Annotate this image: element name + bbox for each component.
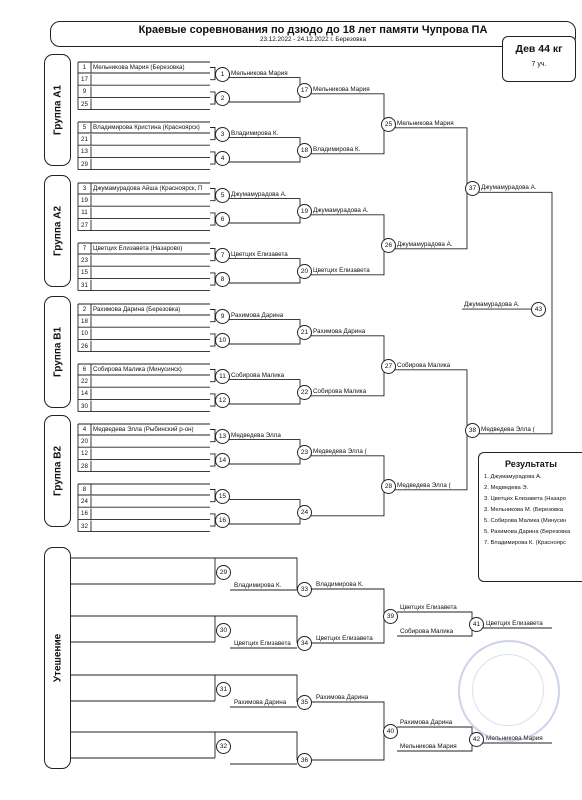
- match-number: 19: [297, 204, 312, 219]
- match-number: 3: [215, 127, 230, 142]
- seed-row: [78, 496, 210, 507]
- group-a1-label: Группа А1: [52, 84, 63, 136]
- seed-name: [93, 436, 210, 447]
- seed-number: 21: [81, 136, 88, 144]
- match-number: 36: [297, 753, 312, 768]
- seed-name: Рахимова Дарина (Березовка): [93, 306, 181, 313]
- seed-name: [93, 484, 210, 495]
- match-number: 20: [297, 264, 312, 279]
- seed-row: [78, 448, 210, 459]
- match-number: 17: [297, 83, 312, 98]
- winner-name: Медведева Элла (: [313, 447, 367, 455]
- seed-row: [78, 316, 210, 327]
- seed-number: 31: [81, 281, 88, 289]
- winner-name: Джумамурадова А.: [313, 206, 369, 214]
- results-title: Результаты: [505, 459, 557, 469]
- seed-name: [93, 496, 210, 507]
- seed-row: [78, 304, 210, 315]
- seed-number: 22: [81, 378, 88, 386]
- seed-name: [93, 448, 210, 459]
- winner-name: Джумамурадова А.: [464, 301, 520, 309]
- winner-name: Владимирова К.: [313, 145, 361, 153]
- seed-number: 7: [82, 245, 87, 252]
- seed-name: [93, 220, 210, 231]
- result-item: 1. Джумамурадова А.: [484, 474, 542, 480]
- match-number: 38: [465, 423, 480, 438]
- winner-name: Владимирова К.: [231, 129, 279, 137]
- match-number: 8: [215, 272, 230, 287]
- seed-row: [78, 159, 210, 170]
- match-number: 12: [215, 393, 230, 408]
- winner-name: Рахимова Дарина: [313, 327, 366, 335]
- match-number: 23: [297, 445, 312, 460]
- winner-name: Рахимова Дарина: [400, 719, 453, 726]
- winner-name: Джумамурадова А.: [481, 184, 537, 192]
- seed-number: 11: [81, 209, 88, 217]
- seed-row: [78, 86, 210, 97]
- seed-number: 27: [81, 221, 88, 229]
- seed-name: [93, 134, 210, 145]
- winner-name: Цветцих Елизавета: [313, 266, 370, 274]
- match-number: 14: [215, 453, 230, 468]
- seed-row: [78, 74, 210, 85]
- match-number: 43: [531, 302, 546, 317]
- winner-name: Рахимова Дарина: [316, 694, 369, 701]
- seed-number: 6: [82, 366, 87, 373]
- winner-name: Собирова Малика: [231, 371, 285, 379]
- winner-name: Мельникова Мария: [231, 69, 288, 77]
- match-number: 35: [297, 695, 312, 710]
- seed-row: [78, 341, 210, 352]
- seed-number: 3: [82, 185, 87, 192]
- seed-row: [78, 122, 210, 133]
- seed-name: [93, 255, 210, 266]
- match-number: 21: [297, 325, 312, 340]
- seed-name: Джумамурадова Айша (Красноярск, П: [93, 185, 203, 192]
- seed-name: [93, 159, 210, 170]
- match-number: 10: [215, 333, 230, 348]
- official-stamp: [458, 640, 560, 742]
- seed-number: 18: [81, 318, 88, 326]
- winner-name: Цветцих Елизавета: [231, 250, 288, 258]
- seed-number: 4: [82, 426, 87, 433]
- seed-number: 23: [81, 257, 88, 265]
- group-b2-label: Группа В2: [52, 445, 63, 497]
- seed-number: 32: [81, 522, 88, 530]
- seed-name: [93, 207, 210, 218]
- seed-number: 25: [81, 100, 88, 108]
- seed-number: 5: [82, 124, 87, 131]
- seed-name: [93, 328, 210, 339]
- seed-number: 30: [81, 402, 88, 410]
- seed-row: [78, 388, 210, 399]
- seed-name: Мельникова Мария (Березовка): [93, 64, 185, 71]
- match-number: 41: [469, 617, 484, 632]
- match-number: 30: [216, 623, 231, 638]
- winner-name: Цветцих Елизавета: [400, 604, 457, 611]
- seed-number: 9: [82, 88, 87, 96]
- seed-row: [78, 255, 210, 266]
- result-item: 5. Рахимова Дарина (Березовка: [484, 529, 571, 535]
- seed-name: [93, 267, 210, 278]
- seed-row: [78, 376, 210, 387]
- seed-number: 2: [82, 306, 87, 313]
- winner-name: Цветцих Елизавета: [316, 635, 373, 642]
- seed-row: [78, 267, 210, 278]
- seed-number: 10: [81, 330, 88, 338]
- seed-number: 12: [81, 450, 88, 458]
- page-subtitle: 23.12.2022 - 24.12.2022 г. Березовка: [260, 36, 366, 43]
- seed-name: [93, 280, 210, 291]
- match-number: 6: [215, 212, 230, 227]
- seed-number: 15: [81, 269, 88, 277]
- seed-number: 1: [82, 64, 87, 71]
- match-number: 22: [297, 385, 312, 400]
- seed-row: [78, 146, 210, 157]
- match-number: 9: [215, 309, 230, 324]
- seed-row: [78, 424, 210, 435]
- seed-row: [78, 401, 210, 412]
- seed-number: 13: [81, 148, 88, 156]
- loser-name: Владимирова К.: [234, 582, 282, 589]
- seed-name: [93, 461, 210, 472]
- winner-name: Мельникова Мария: [397, 119, 454, 127]
- seed-number: 16: [81, 510, 88, 518]
- winner-name: Джумамурадова А.: [397, 240, 453, 248]
- seed-name: [93, 388, 210, 399]
- seed-name: [93, 376, 210, 387]
- participant-count: 7 уч.: [531, 61, 547, 68]
- seed-number: 14: [81, 390, 88, 398]
- seed-number: 28: [81, 462, 88, 470]
- seed-row: [78, 328, 210, 339]
- seed-number: 24: [81, 498, 88, 506]
- seed-name: [93, 74, 210, 85]
- seed-row: [78, 484, 210, 495]
- match-number: 33: [297, 582, 312, 597]
- match-number: 25: [381, 117, 396, 132]
- match-number: 27: [381, 359, 396, 374]
- seed-row: [78, 220, 210, 231]
- seed-number: 8: [82, 486, 87, 493]
- seed-row: [78, 461, 210, 472]
- loser-name: Собирова Малика: [400, 628, 454, 635]
- seed-row: [78, 280, 210, 291]
- match-number: 15: [215, 489, 230, 504]
- seed-number: 17: [81, 76, 88, 84]
- match-number: 28: [381, 479, 396, 494]
- result-item: 2. Медведева Э.: [484, 485, 529, 491]
- seed-name: [93, 86, 210, 97]
- match-number: 39: [383, 609, 398, 624]
- seed-number: 26: [81, 342, 88, 350]
- seed-name: Собирова Малика (Минусинск): [93, 366, 182, 373]
- seed-name: [93, 521, 210, 532]
- winner-name: Медведева Элла (: [481, 425, 535, 433]
- result-item: 3. Мельникова М. (Березовка: [484, 507, 563, 513]
- seed-row: [78, 364, 210, 375]
- match-number: 7: [215, 248, 230, 263]
- winner-name: Джумамурадова А.: [231, 190, 287, 198]
- match-number: 32: [216, 739, 231, 754]
- seed-name: [93, 195, 210, 206]
- match-number: 11: [215, 369, 230, 384]
- match-number: 13: [215, 429, 230, 444]
- weight-category: Дев 44 кг: [515, 43, 563, 55]
- result-item: 7. Владимирова К. (Красноярс: [484, 540, 566, 546]
- match-number: 29: [216, 565, 231, 580]
- seed-row: [78, 243, 210, 254]
- winner-name: Собирова Малика: [313, 387, 367, 395]
- seed-name: [93, 316, 210, 327]
- seed-name: Владимирова Кристина (Красноярск): [93, 124, 200, 131]
- seed-number: 29: [81, 160, 88, 168]
- seed-name: Цветцих Елизавета (Назарово): [93, 245, 183, 252]
- match-number: 42: [469, 732, 484, 747]
- match-number: 24: [297, 505, 312, 520]
- match-number: 26: [381, 238, 396, 253]
- winner-name: Владимирова К.: [316, 581, 364, 588]
- loser-name: Мельникова Мария: [400, 743, 457, 750]
- winner-name: Медведева Элла: [231, 431, 281, 439]
- bracket-line: [548, 192, 552, 433]
- match-number: 1: [215, 67, 230, 82]
- match-number: 5: [215, 188, 230, 203]
- seed-name: [93, 508, 210, 519]
- result-item: 3. Цветцих Елизавета (Назаро: [484, 496, 566, 502]
- consolation-label: Утешение: [52, 633, 63, 683]
- seed-row: [78, 207, 210, 218]
- winner-name: Мельникова Мария: [486, 735, 543, 742]
- match-number: 37: [465, 181, 480, 196]
- match-number: 18: [297, 143, 312, 158]
- seed-row: [78, 134, 210, 145]
- seed-name: [93, 146, 210, 157]
- winner-name: Медведева Элла (: [397, 481, 451, 489]
- loser-name: Рахимова Дарина: [234, 699, 287, 706]
- seed-row: [78, 436, 210, 447]
- winner-name: Рахимова Дарина: [231, 311, 284, 319]
- match-number: 40: [383, 724, 398, 739]
- page-title: Краевые соревнования по дзюдо до 18 лет памяти Чупрова ПА: [138, 24, 488, 36]
- match-number: 16: [215, 513, 230, 528]
- match-number: 34: [297, 636, 312, 651]
- match-number: 31: [216, 682, 231, 697]
- seed-number: 19: [81, 197, 88, 205]
- winner-name: Цветцих Елизавета: [486, 620, 543, 627]
- seed-row: [78, 183, 210, 194]
- winner-name: Мельникова Мария: [313, 85, 370, 93]
- seed-row: [78, 521, 210, 532]
- seed-name: Медведева Элла (Рыбинский р-он): [93, 426, 194, 433]
- seed-name: [93, 99, 210, 110]
- loser-name: Цветцих Елизавета: [234, 640, 291, 647]
- seed-number: 20: [81, 438, 88, 446]
- results-box: [478, 452, 582, 582]
- match-number: 4: [215, 151, 230, 166]
- seed-row: [78, 195, 210, 206]
- seed-row: [78, 508, 210, 519]
- match-number: 2: [215, 91, 230, 106]
- seed-name: [93, 341, 210, 352]
- winner-name: Собирова Малика: [397, 361, 451, 369]
- group-a2-label: Группа А2: [52, 205, 63, 257]
- seed-row: [78, 99, 210, 110]
- seed-row: [78, 62, 210, 73]
- result-item: 5. Собирова Малика (Минусин: [484, 518, 567, 524]
- group-b1-label: Группа В1: [52, 326, 63, 378]
- seed-name: [93, 401, 210, 412]
